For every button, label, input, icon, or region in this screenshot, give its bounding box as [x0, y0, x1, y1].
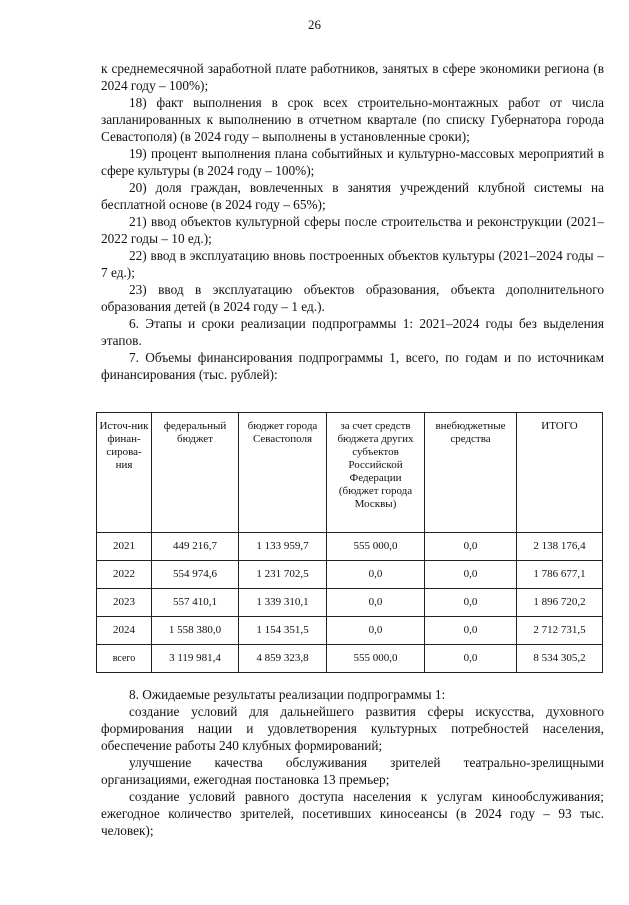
- table-cell: 2 712 731,5: [517, 617, 603, 645]
- table-cell: всего: [97, 645, 152, 673]
- body-text-top: [101, 60, 604, 383]
- table-header-cell: внебюджетные средства: [425, 413, 517, 533]
- body-text-bottom: [101, 686, 604, 839]
- paragraph: 6. Этапы и сроки реализации подпрограммы 1: 2021–2024 годы без выделения этапов.: [101, 316, 604, 348]
- paragraph: 23) ввод в эксплуатацию объектов образования, объекта дополнительного образования детей (в 2024 году – 1 ед.).: [101, 282, 604, 314]
- paragraph: 7. Объемы финансирования подпрограммы 1, всего, по годам и по источникам финансирования (тыс. рублей):: [101, 350, 604, 382]
- table-cell: 1 896 720,2: [517, 589, 603, 617]
- table-cell: 0,0: [425, 617, 517, 645]
- table-cell: 0,0: [425, 589, 517, 617]
- table-cell: 0,0: [425, 561, 517, 589]
- table-cell: 1 786 677,1: [517, 561, 603, 589]
- financing-table: [96, 412, 603, 673]
- table-cell: 2022: [97, 561, 152, 589]
- table-header-cell: за счет средств бюджета других субъектов Российской Федерации (бюджет города Москвы): [327, 413, 425, 533]
- paragraph: 18) факт выполнения в срок всех строительно-монтажных работ от числа запланированных к выполнению в отчетном квартале (по списку Губернатора города Севастополя) (в 2024 году – выполнены в установленные сроки);: [101, 95, 604, 144]
- table-cell: 3 119 981,4: [152, 645, 239, 673]
- table-header-cell: бюджет города Севастополя: [239, 413, 327, 533]
- table-cell: 2021: [97, 533, 152, 561]
- table-cell: 557 410,1: [152, 589, 239, 617]
- table-row: [97, 561, 603, 589]
- table-cell: 8 534 305,2: [517, 645, 603, 673]
- table-cell: 555 000,0: [327, 645, 425, 673]
- table-cell: 0,0: [327, 561, 425, 589]
- table-cell: 1 154 351,5: [239, 617, 327, 645]
- table-cell: 1 558 380,0: [152, 617, 239, 645]
- table-cell: 449 216,7: [152, 533, 239, 561]
- table-cell: 0,0: [327, 589, 425, 617]
- paragraph: 19) процент выполнения плана событийных и культурно-массовых мероприятий в сфере культуры (в 2024 году – 100%);: [101, 146, 604, 178]
- table-cell: 554 974,6: [152, 561, 239, 589]
- table-row: [97, 617, 603, 645]
- table-cell: 0,0: [425, 533, 517, 561]
- table-row: [97, 533, 603, 561]
- paragraph: к среднемесячной заработной плате работников, занятых в сфере экономики региона (в 2024 году – 100%);: [101, 61, 604, 93]
- table-row: [97, 589, 603, 617]
- table-cell: 0,0: [425, 645, 517, 673]
- table-cell: 1 339 310,1: [239, 589, 327, 617]
- table-cell: 1 133 959,7: [239, 533, 327, 561]
- table-total-row: [97, 645, 603, 673]
- table-cell: 0,0: [327, 617, 425, 645]
- paragraph: 20) доля граждан, вовлеченных в занятия учреждений клубной системы на бесплатной основе (в 2024 году – 65%);: [101, 180, 604, 212]
- page-number: 26: [308, 17, 321, 32]
- table-cell: 555 000,0: [327, 533, 425, 561]
- table-header-cell: федеральный бюджет: [152, 413, 239, 533]
- paragraph: 8. Ожидаемые результаты реализации подпрограммы 1:: [129, 687, 446, 702]
- table-cell: 2023: [97, 589, 152, 617]
- table-cell: 1 231 702,5: [239, 561, 327, 589]
- table-cell: 4 859 323,8: [239, 645, 327, 673]
- table-cell: 2024: [97, 617, 152, 645]
- paragraph: улучшение качества обслуживания зрителей театрально-зрелищными организациями, ежегодная постановка 13 премьер;: [101, 755, 604, 787]
- table-header-row: [97, 413, 603, 533]
- paragraph: создание условий равного доступа населения к услугам кинообслуживания; ежегодное количество зрителей, посетивших киносеансы (в 2024 году – 93 тыс. человек);: [101, 789, 604, 838]
- paragraph: создание условий для дальнейшего развития сферы искусства, духовного формирования нации и удовлетворения культурных потребностей населения, обеспечение работы 240 клубных формирований;: [101, 704, 604, 753]
- table-header-cell: Источ-ник финан-сирова-ния: [97, 413, 152, 533]
- paragraph: 21) ввод объектов культурной сферы после строительства и реконструкции (2021–2022 годы – 10 ед.);: [101, 214, 604, 246]
- table-cell: 2 138 176,4: [517, 533, 603, 561]
- paragraph: 22) ввод в эксплуатацию вновь построенных объектов культуры (2021–2024 годы – 7 ед.);: [101, 248, 604, 280]
- table-header-cell: ИТОГО: [517, 413, 603, 533]
